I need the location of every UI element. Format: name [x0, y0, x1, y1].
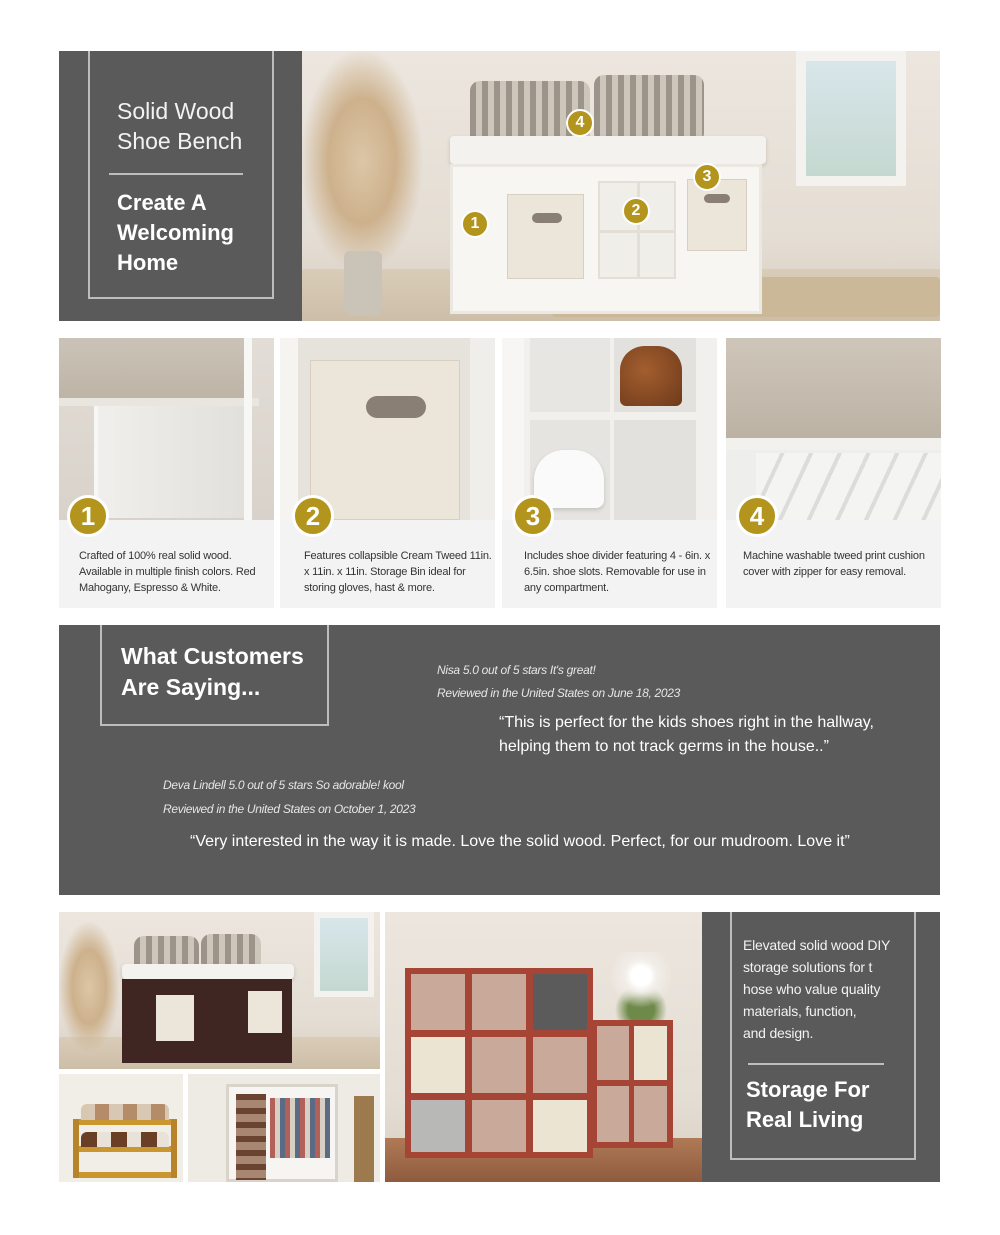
review-quote: “Very interested in the way it is made. Love the solid wood. Perfect, for our mudroom. Love it” [190, 833, 850, 850]
pampas-grass [302, 51, 422, 271]
callout-badge: 3 [693, 163, 721, 191]
feature-number-badge: 4 [736, 495, 778, 537]
storage-bin [533, 974, 587, 1030]
storage-subtitle-line: Storage For [746, 1077, 870, 1102]
storage-description-line: storage solutions for t [743, 959, 873, 975]
feature-image-cushion [726, 338, 941, 520]
closet-shelves [236, 1094, 266, 1180]
callout-badge: 2 [622, 197, 650, 225]
bench-cushion [450, 136, 766, 164]
pampas-grass [59, 922, 119, 1052]
feature-card [726, 338, 941, 608]
callout-badge: 1 [461, 210, 489, 238]
reviews-section [59, 625, 940, 895]
bench-post [502, 338, 524, 520]
feature-number-badge: 3 [512, 495, 554, 537]
window [314, 912, 374, 997]
storage-bin [634, 1026, 667, 1080]
espresso-bench-photo [59, 912, 380, 1069]
cubby-dividers [756, 453, 941, 520]
storage-bin [248, 991, 282, 1033]
rack-leg [171, 1119, 177, 1178]
pillow-right [594, 75, 704, 143]
review-quote-line: helping them to not track germs in the house..” [499, 738, 829, 755]
storage-divider [748, 1063, 884, 1065]
hero-title [117, 96, 297, 156]
bench-post [470, 338, 495, 520]
feature-card [59, 338, 274, 608]
closet-door [354, 1096, 374, 1182]
cube-cell [533, 1037, 587, 1093]
bin-handle [704, 194, 730, 203]
cushion-edge [59, 398, 259, 406]
cubby [530, 338, 610, 412]
storage-description-line: materials, function, [743, 1003, 857, 1019]
orchid-plant [611, 952, 671, 1020]
hero-title-panel [59, 51, 302, 321]
cube-shelf-small [591, 1020, 673, 1148]
cubby [614, 420, 696, 520]
shoes [81, 1132, 169, 1147]
cube-cell [411, 974, 465, 1030]
cushion [59, 338, 251, 400]
closet-clothes [270, 1098, 330, 1158]
rack-base [73, 1172, 177, 1178]
shoe-cubbies [598, 181, 676, 279]
feature-card [502, 338, 717, 608]
review-meta: Nisa 5.0 out of 5 stars It's great! [437, 663, 596, 677]
rack-leg [73, 1119, 79, 1178]
hero-subtitle-line: Welcoming [117, 220, 234, 245]
hero-title-line: Shoe Bench [117, 128, 243, 154]
hero-subtitle-line: Create A [117, 190, 207, 215]
cushion [726, 338, 941, 443]
hero-subtitle-line: Home [117, 250, 179, 275]
reviews-heading-line: What Customers [121, 643, 304, 669]
review-quote-line: “This is perfect for the kids shoes right in the hallway, [499, 714, 874, 731]
hero-title-line: Solid Wood [117, 98, 235, 124]
hero-divider [109, 173, 243, 175]
bench-side-panel [94, 406, 244, 518]
divider [600, 230, 676, 233]
bin-handle [366, 396, 426, 418]
storage-bin [156, 995, 194, 1041]
storage-subtitle-line: Real Living [746, 1107, 864, 1132]
cube-shelf-large [405, 968, 593, 1158]
feature-image-shoe-divider [502, 338, 717, 520]
espresso-bench-frame [122, 979, 292, 1063]
bench-leg [244, 338, 252, 520]
cube-cell [472, 1037, 526, 1093]
cube-organizer-photo [385, 912, 702, 1182]
bench-cushion [122, 964, 294, 979]
cube-cell [597, 1026, 629, 1080]
shoe-brown [620, 346, 682, 406]
window [796, 51, 906, 186]
cube-cell [634, 1086, 667, 1142]
storage-description [743, 934, 923, 1044]
storage-bin-right [687, 179, 747, 251]
reviews-heading-line: Are Saying... [121, 674, 261, 700]
review-meta: Reviewed in the United States on October 1, 2023 [163, 802, 416, 816]
feature-image-storage-bin [280, 338, 495, 520]
feature-description: Includes shoe divider featuring 4 - 6in. x 6.5in. shoe slots. Removable for use in any compartment. [524, 550, 711, 594]
storage-subtitle [746, 1075, 926, 1135]
bench-post [280, 338, 298, 520]
reviews-heading [121, 641, 331, 703]
bin-handle [532, 213, 562, 223]
review-quote [499, 711, 929, 759]
wood-shoe-rack-photo [59, 1074, 183, 1182]
feature-image-solid-wood [59, 338, 274, 520]
hero-subtitle [117, 188, 297, 278]
review-meta: Deva Lindell 5.0 out of 5 stars So adorable! kool [163, 778, 404, 792]
feature-description: Machine washable tweed print cushion cover with zipper for easy removal. [743, 550, 925, 578]
feature-description: Crafted of 100% real solid wood. Available in multiple finish colors. Red Mahogany, Espresso & White. [79, 550, 256, 594]
storage-bin-left [507, 194, 584, 279]
storage-description-line: and design. [743, 1025, 814, 1041]
feature-number-badge: 2 [292, 495, 334, 537]
closet-system-photo [188, 1074, 380, 1182]
shoes [81, 1104, 169, 1120]
hero-bench-photo [302, 51, 940, 321]
feature-number-badge: 1 [67, 495, 109, 537]
review-meta: Reviewed in the United States on June 18, 2023 [437, 686, 681, 700]
storage-description-line: Elevated solid wood DIY [743, 937, 891, 953]
cube-cell [472, 974, 526, 1030]
feature-description: Features collapsible Cream Tweed 11in. x 11in. x 11in. Storage Bin ideal for storing gloves, hast & more. [304, 550, 492, 594]
cube-cell [472, 1100, 526, 1152]
storage-bin [411, 1100, 465, 1152]
storage-description-line: hose who value quality [743, 981, 881, 997]
storage-bin [533, 1100, 587, 1152]
cushion-edge [726, 438, 941, 450]
feature-card [280, 338, 495, 608]
vase [344, 251, 382, 316]
storage-panel [702, 912, 940, 1182]
storage-bin [310, 360, 460, 520]
callout-badge: 4 [566, 109, 594, 137]
storage-bin [411, 1037, 465, 1093]
cube-cell [597, 1086, 629, 1142]
